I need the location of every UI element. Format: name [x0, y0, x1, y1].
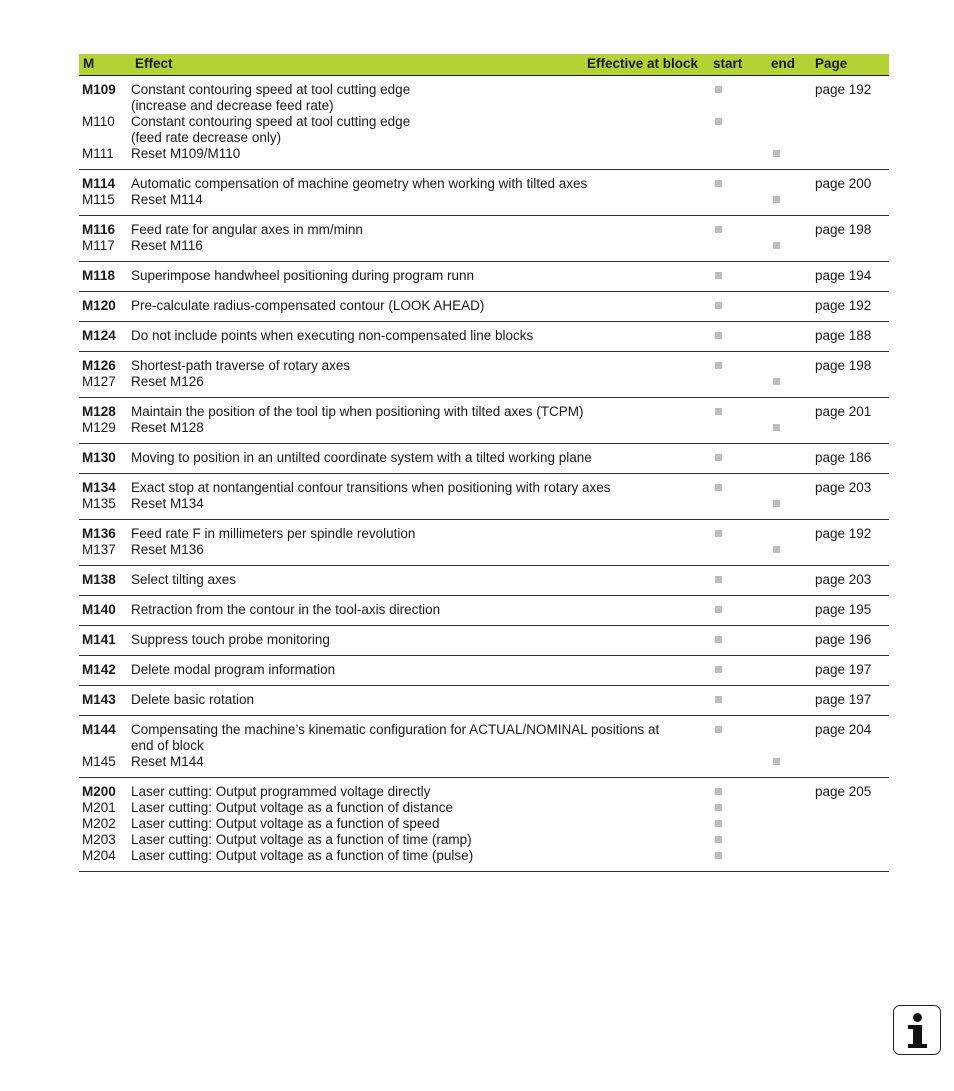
- m-code: M135: [82, 496, 116, 511]
- table-row: [79, 82, 889, 98]
- table-row-group: [79, 474, 889, 520]
- start-marker-icon: [715, 788, 722, 795]
- table-row: [79, 374, 889, 390]
- m-code: M128: [82, 404, 116, 419]
- page-reference: page 197: [815, 662, 872, 677]
- effect-description: Reset M136: [131, 542, 204, 557]
- table-row-group: [79, 292, 889, 322]
- effect-description: Constant contouring speed at tool cutting edge: [131, 82, 411, 97]
- end-marker-icon: [773, 378, 780, 385]
- start-marker-icon: [715, 226, 722, 233]
- start-marker-icon: [715, 820, 722, 827]
- m-code: M115: [82, 192, 115, 207]
- start-marker-icon: [715, 852, 722, 859]
- table-row: [79, 662, 889, 678]
- m-code: M138: [82, 572, 116, 587]
- end-marker-icon: [773, 500, 780, 507]
- m-code: M127: [82, 374, 116, 389]
- table-row: [79, 832, 889, 848]
- effect-description: Reset M109/M110: [131, 146, 241, 161]
- m-code: M201: [82, 800, 116, 815]
- table-row: [79, 222, 889, 238]
- start-marker-icon: [715, 636, 722, 643]
- table-row: [79, 602, 889, 618]
- end-marker-icon: [773, 196, 780, 203]
- table-row: [79, 632, 889, 648]
- start-marker-icon: [715, 696, 722, 703]
- start-marker-icon: [715, 86, 722, 93]
- page-reference: page 203: [815, 480, 872, 495]
- table-row-group: [79, 352, 889, 398]
- effect-description: Select tilting axes: [131, 572, 237, 587]
- table-row-group: [79, 778, 889, 872]
- table-row-group: [79, 686, 889, 716]
- m-code: M204: [82, 848, 116, 863]
- m-code: M117: [82, 238, 115, 253]
- effect-description: Reset M116: [131, 238, 203, 253]
- effect-description: Laser cutting: Output voltage as a function of speed: [131, 816, 440, 831]
- table-header: [79, 54, 889, 76]
- effect-description: (feed rate decrease only): [131, 130, 282, 145]
- table-row-group: [79, 656, 889, 686]
- m-code: M130: [82, 450, 116, 465]
- page-reference: page 195: [815, 602, 872, 617]
- end-marker-icon: [773, 424, 780, 431]
- page-reference: page 194: [815, 268, 872, 283]
- table-row: [79, 404, 889, 420]
- m-code: M203: [82, 832, 116, 847]
- effect-description: Exact stop at nontangential contour transitions when positioning with rotary axes: [131, 480, 611, 495]
- effect-description: Maintain the position of the tool tip when positioning with tilted axes (TCPM): [131, 404, 584, 419]
- m-function-table: [79, 54, 889, 872]
- table-row: [79, 526, 889, 542]
- table-row: [79, 816, 889, 832]
- effect-description: Laser cutting: Output programmed voltage directly: [131, 784, 431, 799]
- effect-description: Reset M144: [131, 754, 204, 769]
- header-start: start: [713, 56, 743, 71]
- page-reference: page 186: [815, 450, 872, 465]
- effect-description: Laser cutting: Output voltage as a function of time (ramp): [131, 832, 472, 847]
- page-reference: page 192: [815, 82, 872, 97]
- table-row: [79, 130, 889, 146]
- m-code: M134: [82, 480, 116, 495]
- table-row: [79, 738, 889, 754]
- effect-description: Feed rate for angular axes in mm/minn: [131, 222, 363, 237]
- page-reference: page 198: [815, 222, 872, 237]
- page-reference: page 192: [815, 526, 872, 541]
- table-row-group: [79, 216, 889, 262]
- table-row: [79, 192, 889, 208]
- start-marker-icon: [715, 484, 722, 491]
- page-reference: page 204: [815, 722, 872, 737]
- effect-description: Feed rate F in millimeters per spindle revolution: [131, 526, 416, 541]
- m-code: M144: [82, 722, 116, 737]
- m-code: M136: [82, 526, 116, 541]
- table-row: [79, 848, 889, 864]
- effect-description: (increase and decrease feed rate): [131, 98, 334, 113]
- start-marker-icon: [715, 272, 722, 279]
- table-row-group: [79, 596, 889, 626]
- table-row: [79, 328, 889, 344]
- table-row: [79, 784, 889, 800]
- table-row: [79, 98, 889, 114]
- table-row-group: [79, 398, 889, 444]
- start-marker-icon: [715, 302, 722, 309]
- m-code: M124: [82, 328, 116, 343]
- effect-description: Moving to position in an untilted coordinate system with a tilted working plane: [131, 450, 592, 465]
- end-marker-icon: [773, 546, 780, 553]
- page-reference: page 205: [815, 784, 872, 799]
- table-row-group: [79, 76, 889, 170]
- m-code: M143: [82, 692, 116, 707]
- table-row: [79, 420, 889, 436]
- effect-description: Shortest-path traverse of rotary axes: [131, 358, 351, 373]
- effect-description: Pre-calculate radius-compensated contour (LOOK AHEAD): [131, 298, 485, 313]
- table-row: [79, 268, 889, 284]
- effect-description: Suppress touch probe monitoring: [131, 632, 330, 647]
- start-marker-icon: [715, 362, 722, 369]
- page-reference: page 200: [815, 176, 872, 191]
- m-code: M118: [82, 268, 116, 283]
- start-marker-icon: [715, 576, 722, 583]
- table-row-group: [79, 520, 889, 566]
- effect-description: Reset M134: [131, 496, 204, 511]
- header-effect: Effect: [135, 56, 173, 71]
- effect-description: Constant contouring speed at tool cutting edge: [131, 114, 411, 129]
- start-marker-icon: [715, 454, 722, 461]
- m-code: M129: [82, 420, 116, 435]
- table-row-group: [79, 716, 889, 778]
- table-body: [79, 76, 889, 872]
- table-row: [79, 114, 889, 130]
- table-row-group: [79, 444, 889, 474]
- info-icon: [893, 1005, 941, 1055]
- header-m: M: [83, 56, 95, 71]
- table-row: [79, 572, 889, 588]
- page-reference: page 188: [815, 328, 872, 343]
- table-row: [79, 176, 889, 192]
- end-marker-icon: [773, 758, 780, 765]
- effect-description: Compensating the machine’s kinematic configuration for ACTUAL/NOMINAL positions at: [131, 722, 660, 737]
- header-end: end: [771, 56, 796, 71]
- m-code: M200: [82, 784, 116, 799]
- m-code: M110: [82, 114, 115, 129]
- effect-description: Superimpose handwheel positioning during program runn: [131, 268, 474, 283]
- m-code: M111: [82, 146, 114, 161]
- page-reference: page 196: [815, 632, 872, 647]
- effect-description: Reset M128: [131, 420, 204, 435]
- start-marker-icon: [715, 408, 722, 415]
- m-code: M109: [82, 82, 116, 97]
- effect-description: Retraction from the contour in the tool-axis direction: [131, 602, 441, 617]
- m-code: M120: [82, 298, 116, 313]
- end-marker-icon: [773, 242, 780, 249]
- effect-description: Automatic compensation of machine geometry when working with tilted axes: [131, 176, 588, 191]
- start-marker-icon: [715, 836, 722, 843]
- m-code: M145: [82, 754, 116, 769]
- effect-description: Laser cutting: Output voltage as a function of distance: [131, 800, 453, 815]
- start-marker-icon: [715, 118, 722, 125]
- m-code: M114: [82, 176, 116, 191]
- start-marker-icon: [715, 804, 722, 811]
- end-marker-icon: [773, 150, 780, 157]
- info-icon-dot: [913, 1013, 922, 1022]
- table-row: [79, 496, 889, 512]
- table-row: [79, 480, 889, 496]
- page-reference: page 201: [815, 404, 872, 419]
- effect-description: Delete basic rotation: [131, 692, 255, 707]
- table-row: [79, 146, 889, 162]
- table-row: [79, 450, 889, 466]
- table-row: [79, 692, 889, 708]
- table-row-group: [79, 170, 889, 216]
- table-row: [79, 800, 889, 816]
- table-row-group: [79, 626, 889, 656]
- table-row: [79, 358, 889, 374]
- table-row: [79, 238, 889, 254]
- m-code: M137: [82, 542, 116, 557]
- page-reference: page 198: [815, 358, 872, 373]
- effect-description: Do not include points when executing non-compensated line blocks: [131, 328, 534, 343]
- info-icon-serif-bottom: [908, 1044, 927, 1048]
- table-row: [79, 298, 889, 314]
- table-row: [79, 754, 889, 770]
- m-code: M141: [82, 632, 116, 647]
- effect-description: Laser cutting: Output voltage as a function of time (pulse): [131, 848, 474, 863]
- start-marker-icon: [715, 726, 722, 733]
- table-row: [79, 722, 889, 738]
- start-marker-icon: [715, 180, 722, 187]
- m-code: M140: [82, 602, 116, 617]
- m-code: M116: [82, 222, 116, 237]
- m-code: M142: [82, 662, 116, 677]
- effect-description: Delete modal program information: [131, 662, 336, 677]
- start-marker-icon: [715, 332, 722, 339]
- page-reference: page 192: [815, 298, 872, 313]
- header-effective-at-block: Effective at block: [586, 56, 698, 71]
- table-row-group: [79, 566, 889, 596]
- page-reference: page 203: [815, 572, 872, 587]
- effect-description: Reset M126: [131, 374, 204, 389]
- start-marker-icon: [715, 666, 722, 673]
- header-page: Page: [815, 56, 848, 71]
- m-code: M126: [82, 358, 116, 373]
- effect-description: Reset M114: [131, 192, 203, 207]
- table-row-group: [79, 322, 889, 352]
- m-code: M202: [82, 816, 116, 831]
- table-row-group: [79, 262, 889, 292]
- start-marker-icon: [715, 530, 722, 537]
- effect-description: end of block: [131, 738, 204, 753]
- start-marker-icon: [715, 606, 722, 613]
- page-reference: page 197: [815, 692, 872, 707]
- table-row: [79, 542, 889, 558]
